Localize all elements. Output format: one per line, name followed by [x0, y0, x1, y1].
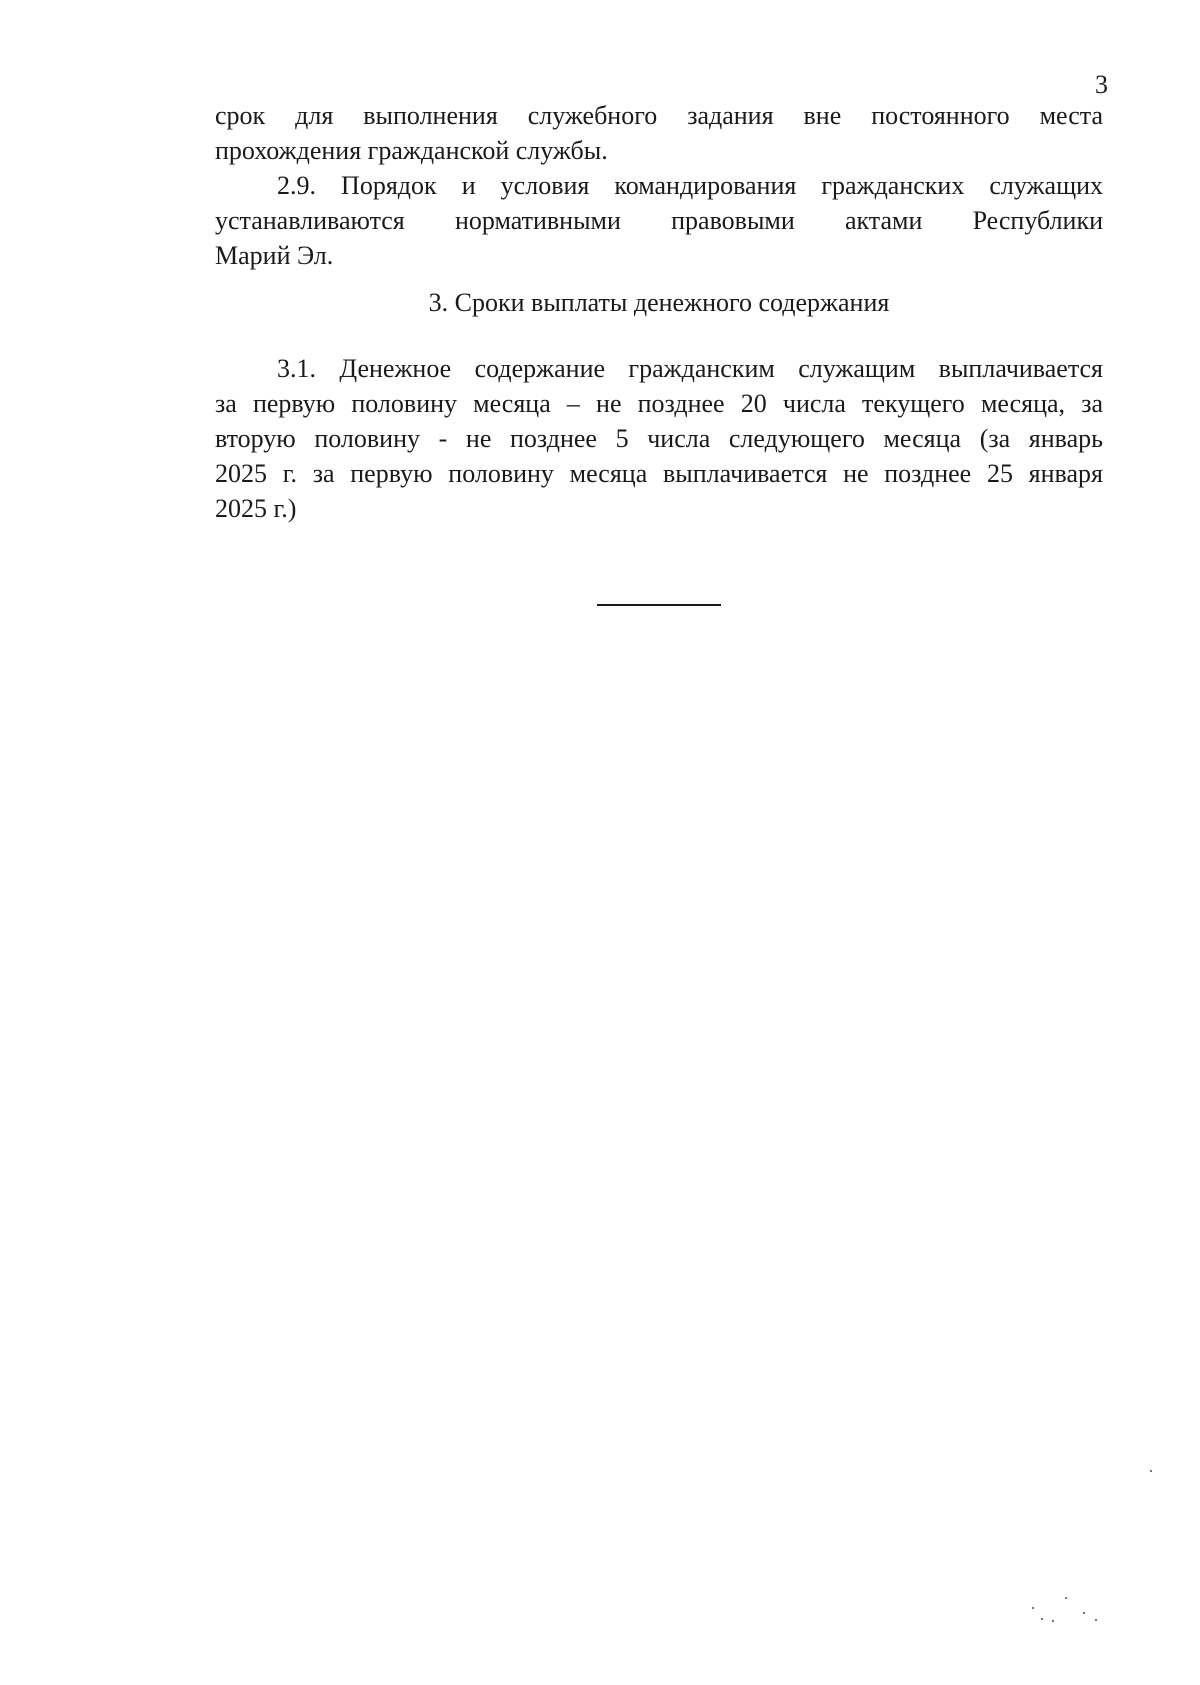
paragraph-line: 2.9. Порядок и условия командирования гражданских служащих: [277, 171, 1103, 200]
paragraph-line: вторую половину - не позднее 5 числа следующего месяца (за январь: [215, 424, 1103, 453]
end-of-document-rule: [597, 604, 721, 606]
paragraph-line: прохождения гражданской службы.: [215, 136, 608, 165]
scan-speck: [1032, 1607, 1034, 1609]
scan-speck: [1095, 1619, 1097, 1621]
paragraph-line: Марий Эл.: [215, 241, 334, 270]
paragraph-line: срок для выполнения служебного задания вне постоянного места: [215, 101, 1103, 130]
section-heading: 3. Сроки выплаты денежного содержания: [428, 288, 890, 317]
paragraph-3-1: [215, 351, 1103, 526]
paragraph-line: 2025 г.): [215, 494, 297, 523]
scan-speck: [1083, 1612, 1085, 1614]
paragraph-line: за первую половину месяца – не позднее 20 числа текущего месяца, за: [215, 389, 1103, 418]
paragraph-continuation: [215, 98, 1103, 168]
scan-speck: [1041, 1618, 1043, 1620]
scan-speck: [1150, 1470, 1152, 1472]
paragraph-line: 2025 г. за первую половину месяца выплачивается не позднее 25 января: [215, 459, 1103, 488]
page-number: 3: [1095, 70, 1108, 99]
paragraph-2-9: [215, 168, 1103, 273]
scan-speck: [1052, 1620, 1054, 1622]
paragraph-line: 3.1. Денежное содержание гражданским служащим выплачивается: [277, 354, 1103, 383]
scan-speck: [1065, 1597, 1067, 1599]
paragraph-line: устанавливаются нормативными правовыми актами Республики: [215, 206, 1103, 235]
